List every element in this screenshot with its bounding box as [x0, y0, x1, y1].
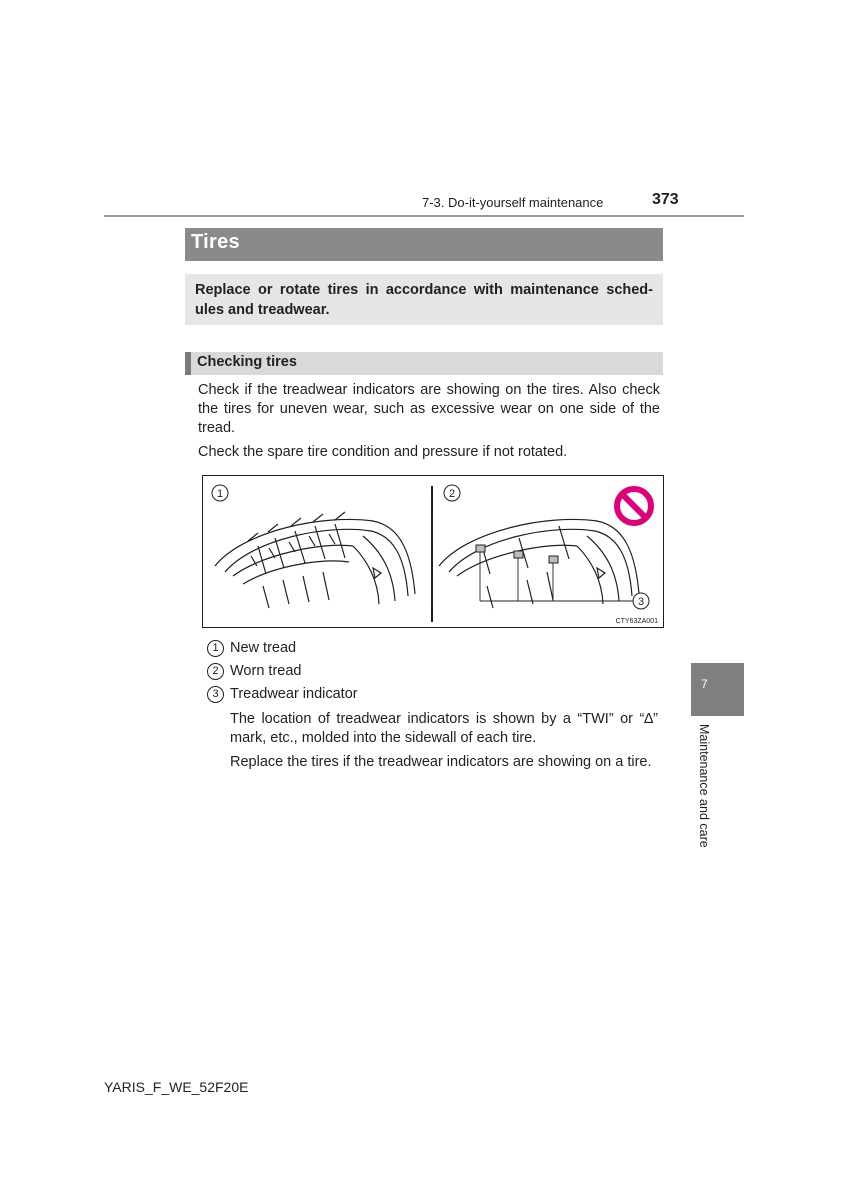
callout-1-number: 1	[216, 488, 224, 500]
replace-note: Replace the tires if the treadwear indicators are showing on a tire.	[230, 754, 652, 770]
legend-item	[207, 640, 296, 660]
chapter-tab	[691, 663, 744, 716]
legend-item	[207, 686, 358, 706]
callout-1	[212, 485, 228, 501]
page-title: Tires	[191, 231, 240, 253]
intro-box	[185, 274, 663, 325]
callout-3	[633, 593, 649, 609]
legend-number: 2	[207, 663, 224, 680]
running-header-section: 7-3. Do-it-yourself maintenance	[422, 195, 604, 210]
new-tread-tire	[215, 512, 415, 608]
indicator-note: The location of treadwear indicators is shown by a “TWI” or “∆” mark, etc., molded into the sidewall of each tire.	[230, 711, 658, 746]
tire-tread-figure	[202, 475, 664, 628]
legend-number: 3	[207, 686, 224, 703]
subsection-banner	[185, 352, 663, 375]
title-banner	[185, 228, 663, 261]
prohibited-icon	[617, 489, 651, 523]
legend-label: Treadwear indicator	[230, 686, 358, 702]
intro-text: Replace or rotate tires in accordance with maintenance sched-ules and treadwear.	[195, 282, 653, 318]
chapter-number: 7	[701, 677, 708, 691]
legend-label: Worn tread	[230, 663, 302, 679]
figure-code: CTY63ZA001	[615, 618, 658, 625]
chapter-label: Maintenance and care	[697, 724, 711, 848]
callout-3-number: 3	[637, 596, 645, 608]
legend-label: New tread	[230, 640, 297, 656]
worn-tread-tire	[439, 519, 639, 608]
legend-item	[207, 663, 301, 683]
body-paragraph: Check if the treadwear indicators are showing on the tires. Also check the tires for uneven wear, such as excessive wear on one side of the tread.	[198, 382, 660, 436]
footer-code: YARIS_F_WE_52F20E	[104, 1079, 249, 1095]
page-number: 373	[652, 191, 679, 208]
tire-illustration	[203, 476, 663, 627]
body-paragraph: Check the spare tire condition and pressure if not rotated.	[198, 444, 568, 460]
header-divider	[104, 215, 744, 217]
subsection-heading: Checking tires	[197, 354, 297, 370]
callout-2	[444, 485, 460, 501]
callout-2-number: 2	[448, 488, 456, 500]
legend-number: 1	[207, 640, 224, 657]
